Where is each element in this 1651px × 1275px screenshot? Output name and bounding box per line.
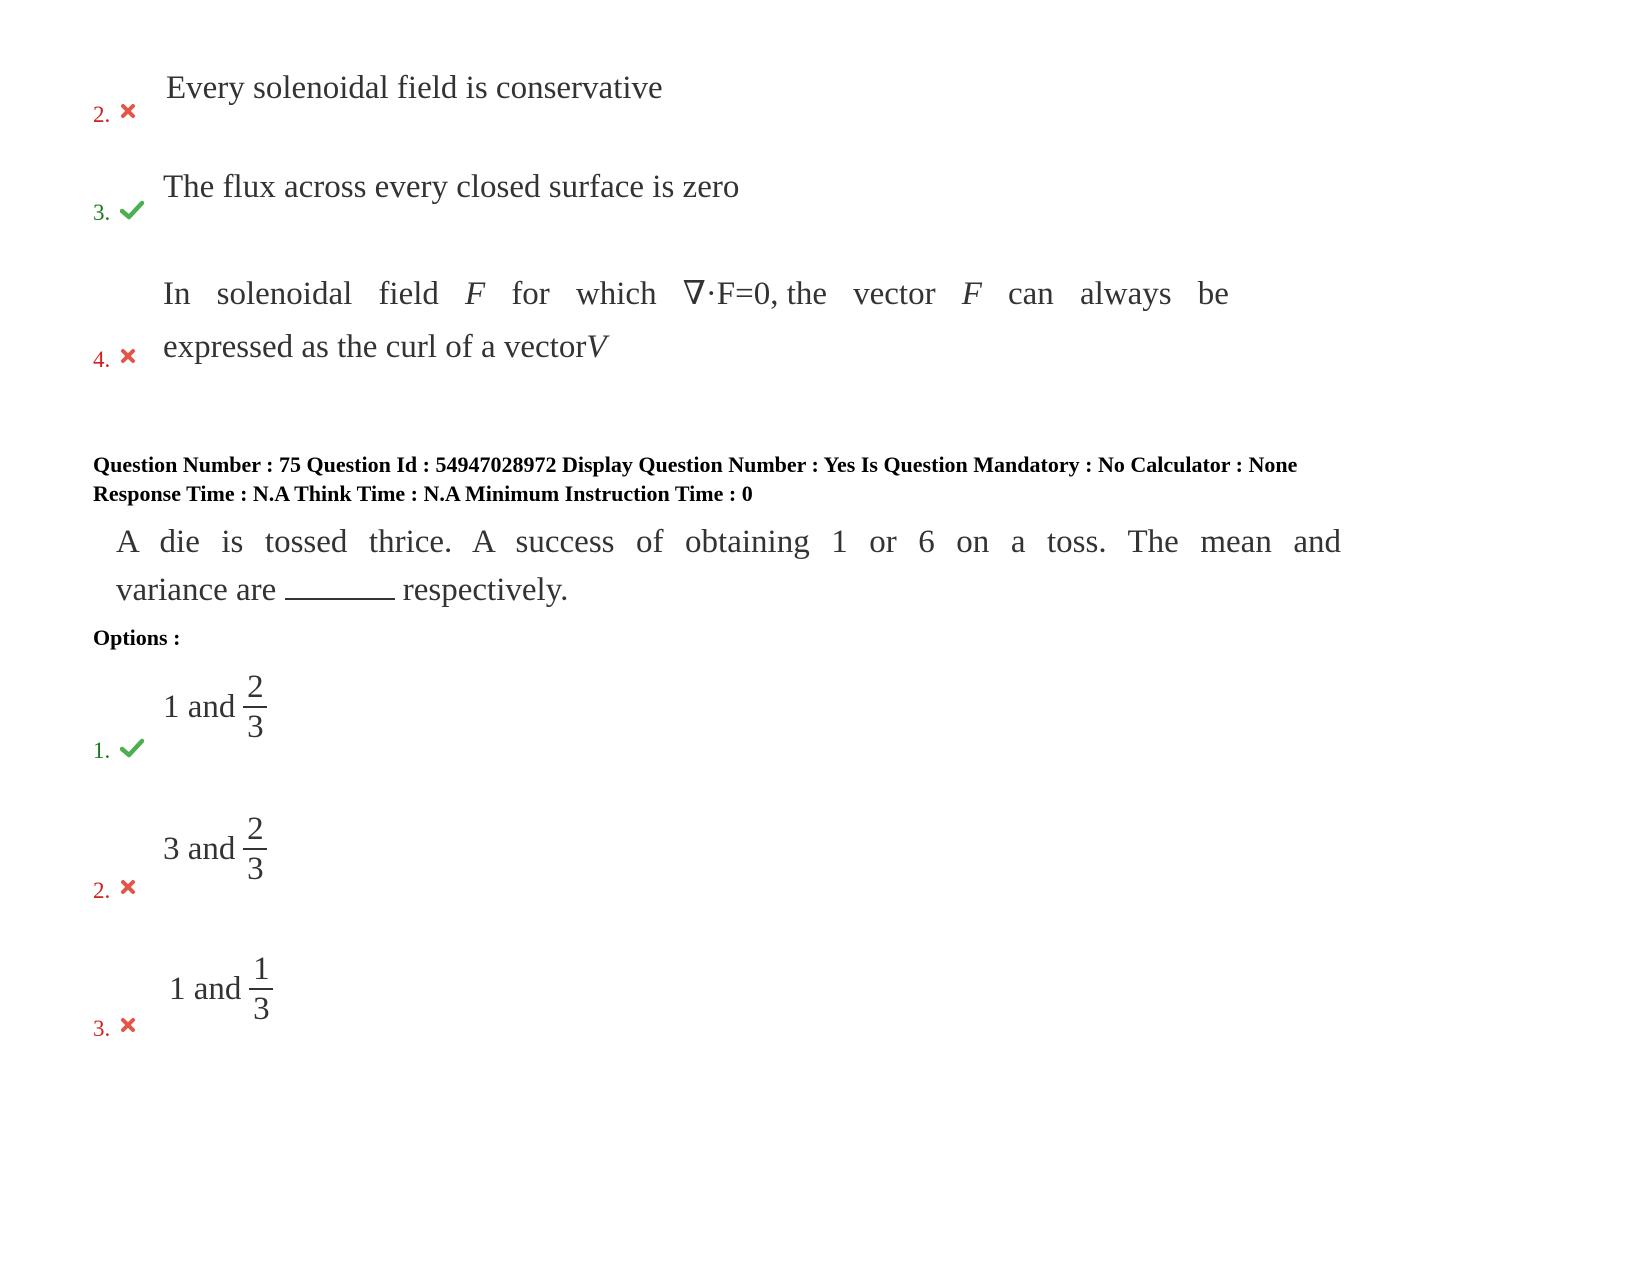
option-number: 3. [93, 1016, 111, 1041]
fraction: $\frac{2}{3}$ [243, 810, 267, 888]
prev-option-4-text [163, 266, 1229, 372]
cross-icon [120, 348, 136, 364]
option-number: 1. [93, 738, 111, 763]
options-label: Options : [93, 625, 181, 650]
check-icon [120, 738, 144, 758]
prev-option-2-text: Every solenoidal field is conservative [166, 70, 663, 106]
question-meta-line1: Question Number : 75 Question Id : 54947028972 Display Question Number : Yes Is Question Mandatory : No Calculator : None [93, 452, 1298, 477]
fraction: $\frac{2}{3}$ [243, 668, 267, 746]
option-number: 2. [93, 878, 111, 903]
option-1-text: 1 and $\frac{2}{3}$ [163, 668, 267, 746]
question-text-line2: variance are respectively. [116, 572, 568, 608]
prev-option-2 [93, 102, 136, 128]
option-number: 2. [93, 102, 111, 127]
prev-option-4-line1: In solenoidal field F for which ∇·F=0, the vector F can always be [163, 276, 1229, 312]
option-3 [93, 1016, 136, 1042]
question-text-line1: A die is tossed thrice. A success of obtaining 1 or 6 on a toss. The mean and [116, 524, 1341, 560]
cross-icon [120, 879, 136, 895]
option-2-text: 3 and $\frac{2}{3}$ [163, 810, 267, 888]
question-meta-line2: Response Time : N.A Think Time : N.A Minimum Instruction Time : 0 [93, 481, 753, 506]
check-icon [120, 200, 144, 220]
question-meta [93, 450, 1297, 508]
prev-option-3 [93, 200, 144, 226]
prev-option-4 [93, 347, 136, 373]
option-number: 4. [93, 347, 111, 372]
prev-option-4-line2: expressed as the curl of a vectorV [163, 329, 607, 365]
option-number: 3. [93, 200, 111, 225]
fraction: $\frac{1}{3}$ [249, 950, 273, 1028]
cross-icon [120, 1017, 136, 1033]
option-2 [93, 878, 136, 904]
answer-blank [285, 568, 395, 600]
prev-option-3-text: The flux across every closed surface is zero [163, 169, 740, 205]
option-3-text: 1 and $\frac{1}{3}$ [169, 950, 273, 1028]
question-text [116, 518, 1341, 614]
cross-icon [120, 103, 136, 119]
option-1 [93, 738, 144, 764]
